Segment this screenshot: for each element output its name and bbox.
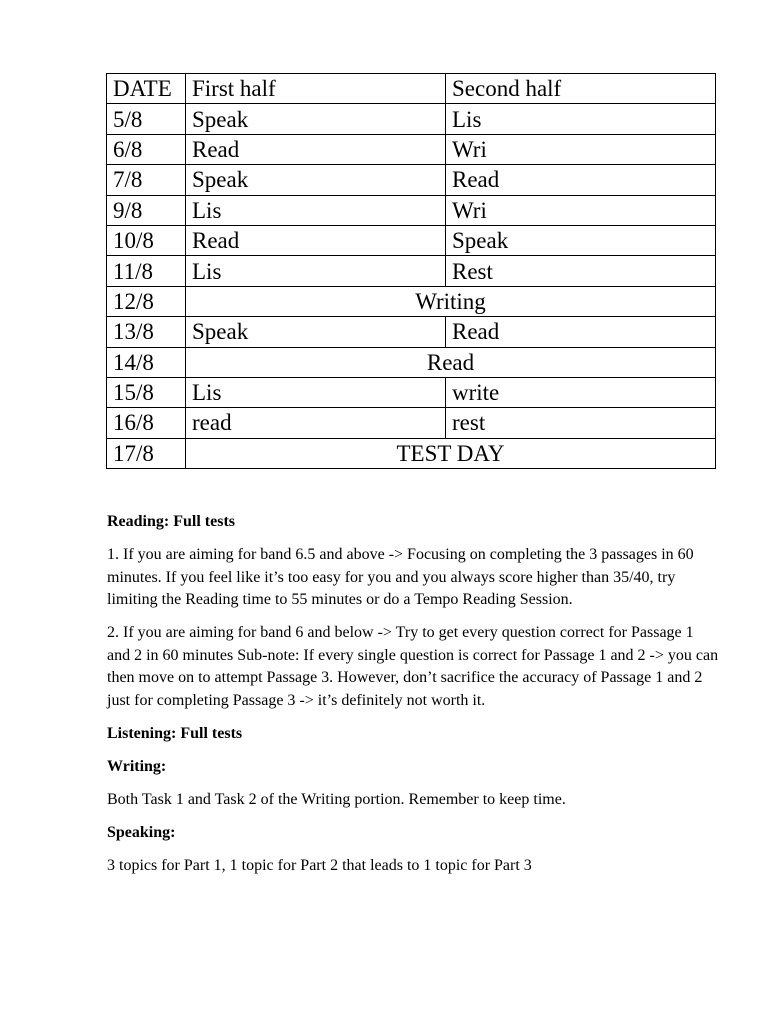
schedule-table-body <box>107 74 716 469</box>
table-row <box>107 377 716 407</box>
speaking-heading: Speaking: <box>107 823 176 841</box>
table-row <box>107 286 716 316</box>
date-cell: 7/8 <box>107 165 186 195</box>
second-half-cell: Read <box>446 165 716 195</box>
second-half-cell: Lis <box>446 104 716 134</box>
first-half-cell: Lis <box>186 377 446 407</box>
merged-activity-cell: Writing <box>186 286 716 316</box>
table-row <box>107 408 716 438</box>
merged-activity-cell: TEST DAY <box>186 438 716 468</box>
date-cell: 6/8 <box>107 134 186 164</box>
second-half-cell: Speak <box>446 225 716 255</box>
first-half-cell: Read <box>186 134 446 164</box>
date-cell: 10/8 <box>107 225 186 255</box>
study-notes <box>107 511 719 888</box>
date-cell: 17/8 <box>107 438 186 468</box>
table-row <box>107 317 716 347</box>
date-cell: 15/8 <box>107 377 186 407</box>
date-cell: 16/8 <box>107 408 186 438</box>
date-cell: 14/8 <box>107 347 186 377</box>
first-half-cell: Lis <box>186 256 446 286</box>
date-cell: 13/8 <box>107 317 186 347</box>
table-row <box>107 347 716 377</box>
reading-heading: Reading: Full tests <box>107 513 235 530</box>
schedule-table <box>106 73 716 469</box>
header-second-half: Second half <box>446 74 716 104</box>
second-half-cell: Wri <box>446 195 716 225</box>
first-half-cell: Lis <box>186 195 446 225</box>
date-cell: 9/8 <box>107 195 186 225</box>
second-half-cell: Read <box>446 317 716 347</box>
table-row <box>107 195 716 225</box>
table-row <box>107 104 716 134</box>
table-row <box>107 256 716 286</box>
second-half-cell: rest <box>446 408 716 438</box>
date-cell: 11/8 <box>107 256 186 286</box>
reading-point-2: 2. If you are aiming for band 6 and below -> Try to get every question correct for Passage 1 and 2 in 60 minutes Sub-note: If every single question is correct for Passage 1 and 2 -> you can then move on to attempt Passage 3. However, don’t sacrifice the accuracy of Passage 1 and 2 just for completing Passage 3 -> it’s definitely not worth it. <box>107 624 719 709</box>
table-header-row <box>107 74 716 104</box>
second-half-cell: write <box>446 377 716 407</box>
table-row <box>107 165 716 195</box>
first-half-cell: Speak <box>186 104 446 134</box>
merged-activity-cell: Read <box>186 347 716 377</box>
writing-heading: Writing: <box>107 757 167 775</box>
table-row <box>107 225 716 255</box>
header-first-half: First half <box>186 74 446 104</box>
second-half-cell: Wri <box>446 134 716 164</box>
date-cell: 12/8 <box>107 286 186 316</box>
header-date: DATE <box>107 74 186 104</box>
reading-point-1: 1. If you are aiming for band 6.5 and above -> Focusing on completing the 3 passages in 60 minutes. If you feel like it’s too easy for you and you always score higher than 35/40, try limiting the Reading time to 55 minutes or do a Tempo Reading Session. <box>107 546 694 608</box>
listening-heading: Listening: Full tests <box>107 724 243 742</box>
table-row <box>107 438 716 468</box>
first-half-cell: read <box>186 408 446 438</box>
date-cell: 5/8 <box>107 104 186 134</box>
table-row <box>107 134 716 164</box>
first-half-cell: Speak <box>186 165 446 195</box>
second-half-cell: Rest <box>446 256 716 286</box>
first-half-cell: Speak <box>186 317 446 347</box>
speaking-text: 3 topics for Part 1, 1 topic for Part 2 that leads to 1 topic for Part 3 <box>107 856 532 874</box>
first-half-cell: Read <box>186 225 446 255</box>
writing-text: Both Task 1 and Task 2 of the Writing portion. Remember to keep time. <box>107 790 566 808</box>
